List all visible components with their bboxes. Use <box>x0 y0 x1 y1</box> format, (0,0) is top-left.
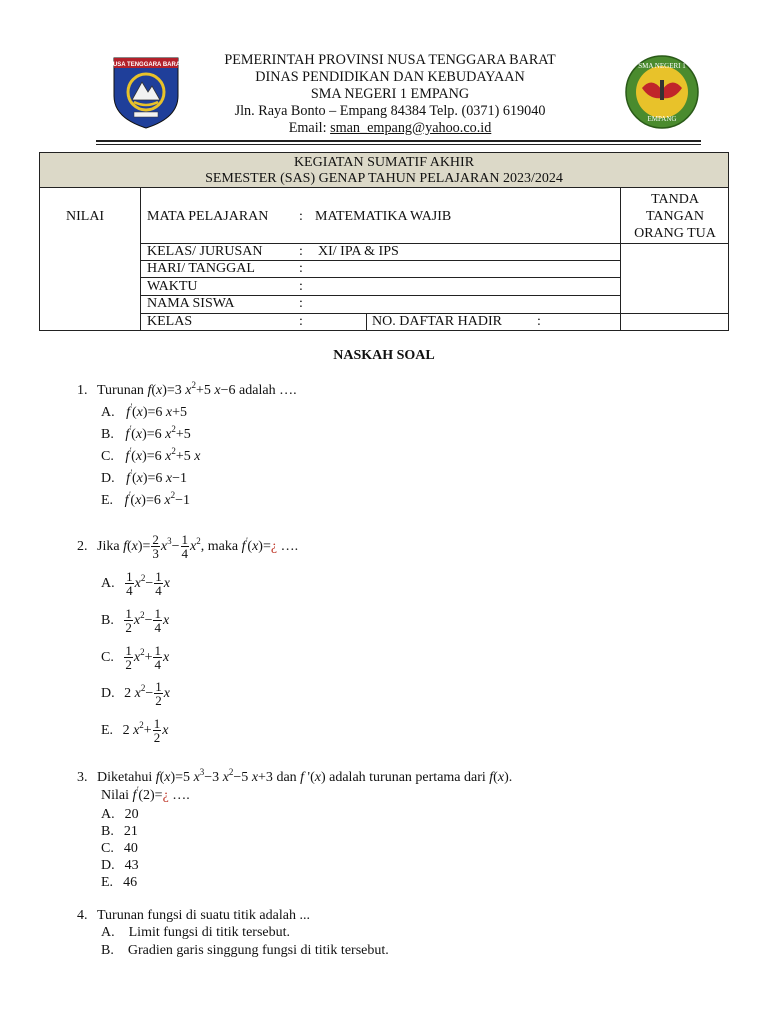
ttd-label-1: TANDA <box>651 192 699 207</box>
q1-option-c[interactable]: C. f'(x)=6 $x^2+5$ x <box>101 446 201 464</box>
q1-option-b[interactable]: B. f'(x)=6 $x^2+5$ <box>101 424 191 442</box>
kelas-jurusan-value: XI/ IPA & IPS <box>318 244 399 259</box>
q2-pre: Jika <box>97 539 120 554</box>
header-line-address: Jln. Raya Bonto – Empang 84384 Telp. (0371) 619040 <box>234 103 546 119</box>
q1-pre: Turunan <box>97 383 144 398</box>
school-logo-bottom-text: EMPANG <box>647 115 677 123</box>
nama-siswa-label: NAMA SISWA <box>147 296 235 311</box>
waktu-label: WAKTU <box>147 279 198 294</box>
header-line-department: DINAS PENDIDIKAN DAN KEBUDAYAAN <box>255 69 525 85</box>
q3-line2 <box>101 787 190 804</box>
q4-number: 4. <box>77 908 88 923</box>
header-separator-thick <box>96 140 701 142</box>
q3-option-e[interactable]: E. 46 <box>101 875 138 890</box>
q2-number: 2. <box>77 539 88 554</box>
exam-title-line1: KEGIATAN SUMATIF AKHIR <box>293 155 475 170</box>
q3-option-b[interactable]: B. 21 <box>101 824 138 839</box>
q1-option-d[interactable]: D. f'(x)=6 x−1 <box>101 468 188 486</box>
q3-option-d[interactable]: D. 43 <box>101 858 139 873</box>
mapel-value: MATEMATIKA WAJIB <box>315 209 452 224</box>
q2-function: f(x)= $\frac{2}{3}$ $x^3-$ $\frac{1}{4}$ $x^2$ <box>123 532 201 562</box>
q3-fprime: f '(x) <box>300 770 326 785</box>
q3-post: …. <box>172 788 190 803</box>
header-line-government: PEMERINTAH PROVINSI NUSA TENGGARA BARAT <box>224 52 556 68</box>
ntb-logo-text: NUSA TENGGARA BARAT <box>110 62 182 68</box>
no-daftar-hadir-colon: : <box>537 314 541 329</box>
email-link[interactable]: sman_empang@yahoo.co.id <box>330 120 492 136</box>
q3-pre: Diketahui <box>97 770 153 785</box>
q1-function: f(x)=3 $x^2+5$ x−6 <box>147 380 236 398</box>
q3-number: 3. <box>77 770 88 785</box>
hari-tanggal-label: HARI/ TANGGAL <box>147 261 255 276</box>
q3-fx: f(x) <box>489 770 509 785</box>
nama-siswa-colon: : <box>299 296 303 311</box>
q2-option-d[interactable]: D. 2 $x^2-$ $\frac{1}{2}$ x <box>101 679 170 709</box>
q1-post: adalah …. <box>239 383 297 398</box>
waktu-colon: : <box>299 279 303 294</box>
ttd-label-3: ORANG TUA <box>634 226 716 241</box>
q3-option-a[interactable]: A. 20 <box>101 807 139 822</box>
mapel-label: MATA PELAJARAN <box>147 209 269 224</box>
naskah-soal-title: NASKAH SOAL <box>333 348 435 363</box>
q3-option-c[interactable]: C. 40 <box>101 841 138 856</box>
q2-mid: , maka <box>200 539 239 554</box>
mapel-colon: : <box>299 209 303 224</box>
q4-option-b[interactable]: B. Gradien garis singgung fungsi di titik tersebut. <box>101 943 389 958</box>
nilai-label: NILAI <box>66 209 105 224</box>
no-daftar-hadir-label: NO. DAFTAR HADIR <box>372 314 502 329</box>
q2-option-a[interactable]: A. $\frac{1}{4}$ $x^2-$ $\frac{1}{4}$ x <box>101 569 170 599</box>
question-3: 3. Diketahui f(x)=5 $x^3-3$ $x^2-5$ x+3 dan f '(x) adalah turunan pertama dari f(x). <box>77 767 513 785</box>
hari-tanggal-colon: : <box>299 261 303 276</box>
q1-option-e[interactable]: E. f'(x)=6 $x^2-1$ <box>101 490 190 508</box>
q1-number: 1. <box>77 383 88 398</box>
school-logo <box>624 54 700 130</box>
header-line-school: SMA NEGERI 1 EMPANG <box>310 86 470 102</box>
header-separator-thin <box>96 144 701 145</box>
email-label: Email: <box>288 120 331 136</box>
kelas-jurusan-colon: : <box>299 244 303 259</box>
ttd-label-2: TANGAN <box>646 209 704 224</box>
q3-mid: dan <box>276 770 297 785</box>
q3-line2-pre: Nilai <box>101 788 129 803</box>
question-2 <box>77 530 298 564</box>
exam-title-line2: SEMESTER (SAS) GENAP TAHUN PELAJARAN 2023/2024 <box>205 171 563 186</box>
q2-post: …. <box>280 539 299 554</box>
q2-option-c[interactable]: C. $\frac{1}{2}$ $x^2+$ $\frac{1}{4}$ x <box>101 643 170 673</box>
kelas-jurusan-label: KELAS/ JURUSAN <box>147 244 263 259</box>
q3-mid2: adalah turunan pertama dari <box>329 770 486 785</box>
q2-option-e[interactable]: E. 2 $x^2+$ $\frac{1}{2}$ x <box>101 716 169 746</box>
q4-option-a[interactable]: A. Limit fungsi di titik tersebut. <box>101 925 291 940</box>
exam-title-box <box>39 152 729 188</box>
q2-derivative: f'(x)=¿ <box>241 536 278 554</box>
kelas-colon: : <box>299 314 303 329</box>
q3-function: f(x)=5 $x^3-3$ $x^2-5$ x+3 <box>155 767 273 785</box>
kelas-label: KELAS <box>147 314 193 329</box>
q2-option-b[interactable]: B. $\frac{1}{2}$ $x^2-$ $\frac{1}{4}$ x <box>101 606 170 636</box>
q1-option-a[interactable]: A. f'(x)=6 x+5 <box>101 402 188 420</box>
school-logo-text: SMA NEGERI 1 <box>638 62 686 70</box>
header-line-email <box>160 120 620 137</box>
question-1 <box>77 382 297 399</box>
q4-text: Turunan fungsi di suatu titik adalah ... <box>97 908 310 923</box>
q3-eval: f'(2)=¿ <box>132 785 169 803</box>
question-4 <box>77 907 310 924</box>
